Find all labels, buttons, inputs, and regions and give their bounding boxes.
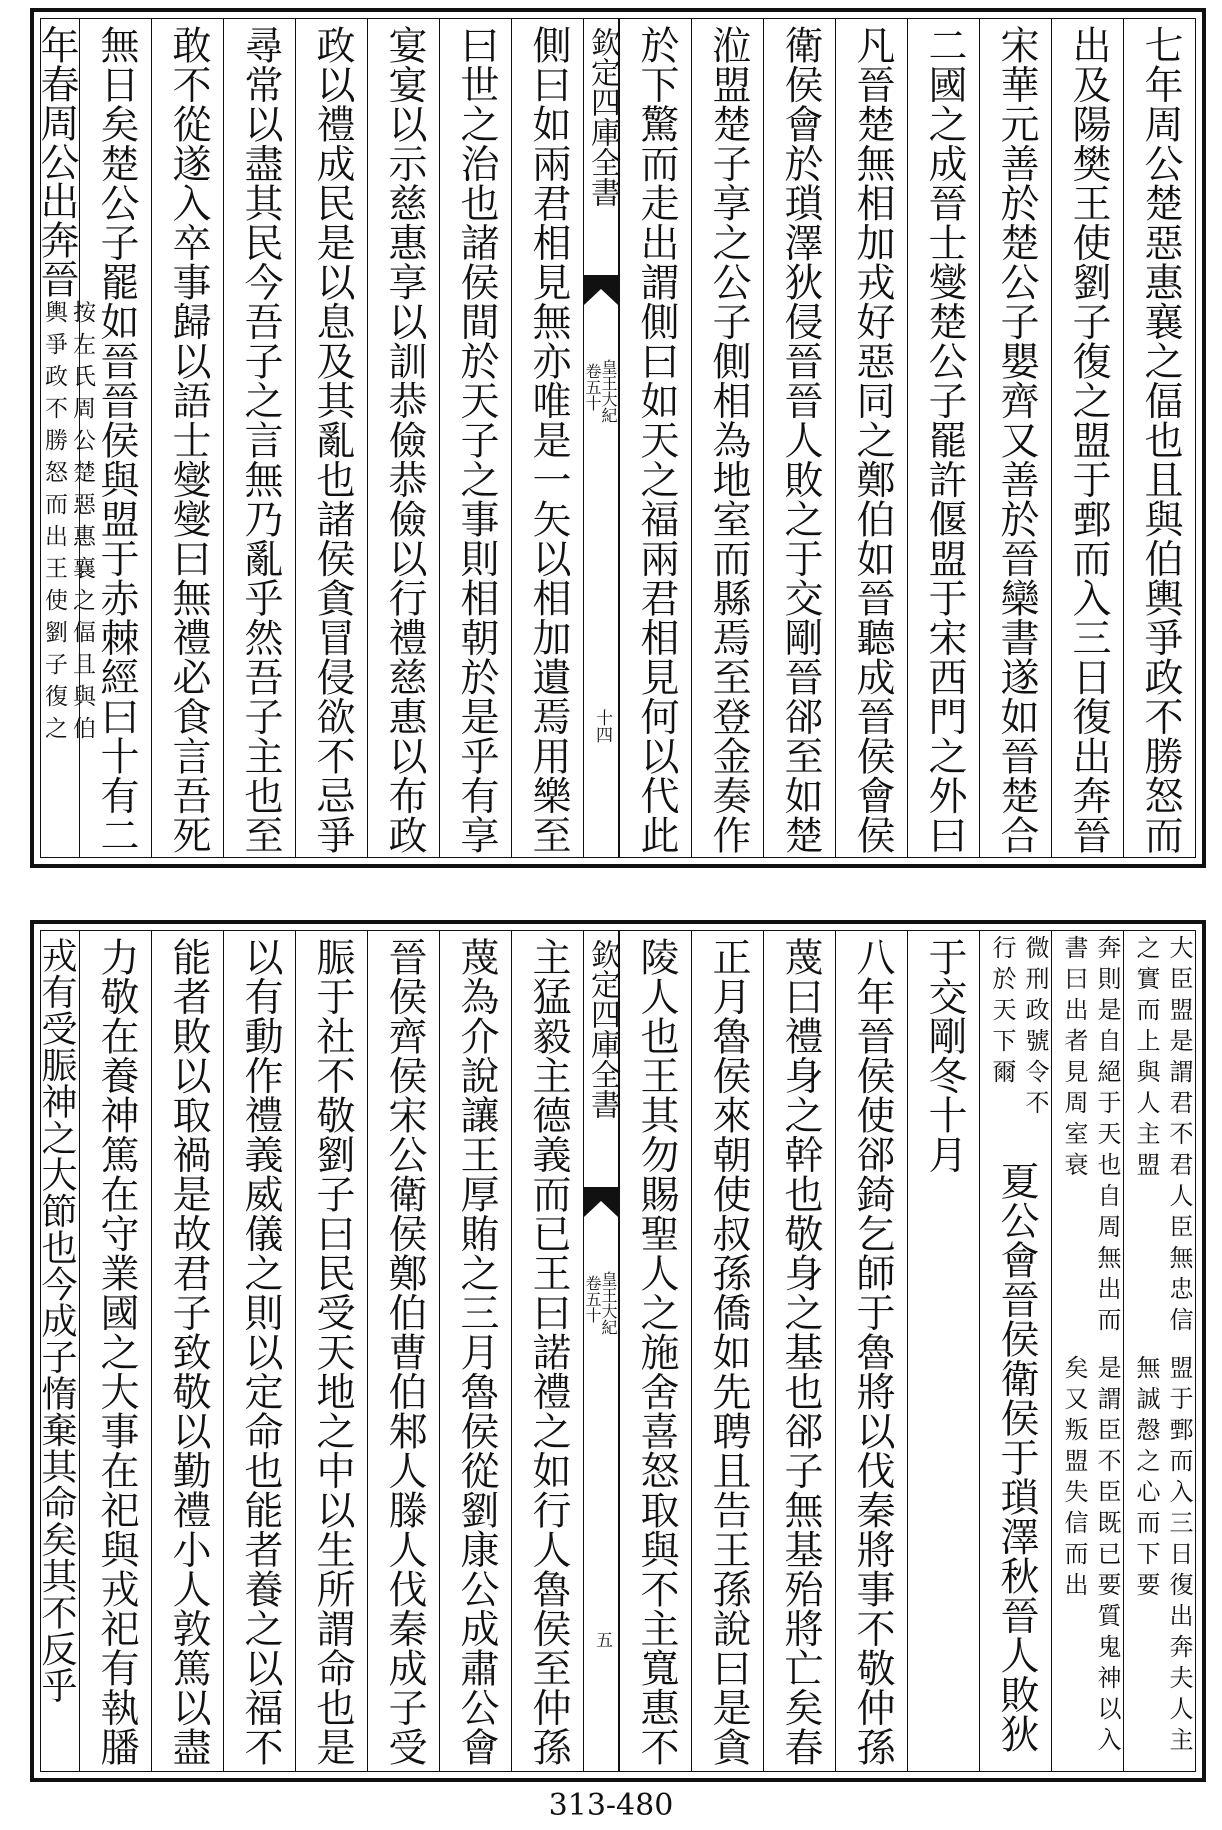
column-text: 涖盟楚子享之公子側相為地室而縣焉至登金奏作 xyxy=(706,25,751,855)
text-column xyxy=(151,19,223,857)
text-column xyxy=(691,931,763,1771)
column-text: 八年晉侯使郤錡乞師于魯將以伐秦將事不敬仲孫 xyxy=(850,937,895,1767)
page-number: 五 xyxy=(592,1631,612,1648)
column-text: 七年周公楚惡惠襄之偪也且與伯輿爭政不勝怒而 xyxy=(1138,25,1183,855)
page-number: 十四 xyxy=(592,709,612,743)
column-text: 年春周公出奔晉 xyxy=(34,25,79,298)
text-column xyxy=(763,931,835,1771)
note-text: 盟于鄄而入三日復出奔夫人主無誠慤之心而下要 xyxy=(1132,1355,1193,1758)
volume-number: 卷五十 xyxy=(583,363,602,411)
text-column xyxy=(835,19,907,857)
fish-tail-mark-icon xyxy=(584,275,618,311)
column-text: 出及陽樊王使劉子復之盟于鄄而入三日復出奔晉 xyxy=(1066,25,1111,855)
volume-number: 卷五十 xyxy=(583,1275,602,1323)
column-text: 宴宴以示慈惠享以訓恭儉恭儉以行禮慈惠以布政 xyxy=(382,25,427,855)
book-title: 欽定四庫全書 xyxy=(585,939,620,1119)
column-text: 戎有受脤神之大節也今成子惰棄其命矣其不反乎 xyxy=(36,937,77,1704)
column-text: 以有動作禮義威儀之則以定命也能者養之以福不 xyxy=(238,937,283,1767)
fish-tail-mark-icon xyxy=(584,1187,618,1223)
text-column xyxy=(295,19,367,857)
note-text: 大臣盟是謂君不君人臣無忠信之實而上與人主盟 xyxy=(1132,935,1193,1338)
text-column xyxy=(511,19,583,857)
text-column xyxy=(1051,19,1123,857)
text-column xyxy=(439,931,511,1771)
book-title: 欽定四庫全書 xyxy=(585,27,620,207)
mixed-column xyxy=(979,931,1051,1771)
text-column xyxy=(79,931,151,1771)
chapter-title: 皇王大紀 xyxy=(599,1271,618,1335)
double-note xyxy=(1132,931,1195,1771)
column-text: 脤于社不敬劉子曰民受天地之中以生所謂命也是 xyxy=(310,937,355,1767)
text-column xyxy=(223,931,295,1771)
text-column xyxy=(619,931,691,1771)
text-column xyxy=(763,19,835,857)
text-column xyxy=(907,931,979,1771)
column-text: 側曰如兩君相見無亦唯是一矢以相加遺焉用樂至 xyxy=(526,25,571,855)
text-column xyxy=(223,19,295,857)
text-column xyxy=(439,19,511,857)
text-column xyxy=(36,931,79,1771)
text-column xyxy=(835,931,907,1771)
text-column xyxy=(151,931,223,1771)
bottom-page-frame xyxy=(36,930,1196,1772)
top-page-frame xyxy=(34,18,1196,858)
text-column xyxy=(979,19,1051,857)
column-text: 政以禮成民是以息及其亂也諸侯貪冒侵欲不忌爭 xyxy=(310,25,355,855)
note-text: 是謂臣不臣既已要質鬼神以入矣又叛盟失信而出 xyxy=(1060,1355,1121,1758)
column-text: 夏公會晉侯衛侯于瑣澤秋晉人敗狄 xyxy=(994,1161,1039,1754)
note-column xyxy=(1051,931,1123,1771)
page-footer-number: 313-480 xyxy=(548,1788,674,1823)
text-column xyxy=(511,931,583,1771)
text-column xyxy=(295,931,367,1771)
annotation-note xyxy=(36,300,96,860)
note-text: 微刑政號令不 xyxy=(1021,935,1049,1121)
column-text: 蔑曰禮身之幹也敬身之基也郤子無基殆將亡矣春 xyxy=(778,937,823,1767)
text-column xyxy=(367,19,439,857)
column-text: 曰世之治也諸侯間於天子之事則相朝於是乎有享 xyxy=(454,25,499,855)
column-text: 敢不從遂入卒事歸以語士燮燮曰無禮必食言吾死 xyxy=(166,25,211,855)
column-text: 凡晉楚無相加戎好惡同之鄭伯如晉聽成晉侯會侯 xyxy=(850,25,895,855)
bottom-page-panel xyxy=(30,920,1206,1782)
note-text: 按左氏周公楚惡惠襄之偪且與伯 xyxy=(69,300,95,748)
text-column xyxy=(1123,19,1195,857)
note-text: 奔則是自絕于天也自周無出而書曰出者見周室衰 xyxy=(1060,935,1121,1338)
text-column xyxy=(691,19,763,857)
double-note xyxy=(981,931,1051,1161)
column-text: 能者敗以取禍是故君子致敬以勤禮小人敦篤以盡 xyxy=(166,937,211,1767)
note-column xyxy=(1123,931,1195,1771)
text-column xyxy=(619,19,691,857)
column-text: 力敬在養神篤在守業國之大事在祀與戎祀有執膰 xyxy=(94,937,139,1767)
note-text: 輿爭政不勝怒而出王使劉子復之 xyxy=(41,300,67,748)
center-gutter xyxy=(583,19,619,857)
text-column xyxy=(367,931,439,1771)
column-text: 蔑為介說讓王厚賄之三月魯侯從劉康公成肅公會 xyxy=(454,937,499,1767)
chapter-label xyxy=(583,359,618,423)
column-text: 正月魯侯來朝使叔孫僑如先聘且告王孫說曰是貪 xyxy=(706,937,751,1767)
column-text: 陵人也王其勿賜聖人之施舍喜怒取與不主寬惠不 xyxy=(634,937,679,1767)
column-text: 主猛毅主德義而已王曰諾禮之如行人魯侯至仲孫 xyxy=(526,937,571,1767)
top-page-panel xyxy=(30,8,1206,868)
chapter-label xyxy=(583,1271,618,1335)
center-gutter xyxy=(583,931,619,1771)
column-text: 衛侯會於瑣澤狄侵晉晉人敗之于交剛晉郤至如楚 xyxy=(778,25,823,855)
column-text: 無日矣楚公子罷如晉晉侯與盟于赤棘經曰十有二 xyxy=(94,25,139,855)
column-text: 二國之成晉士燮楚公子罷許偃盟于宋西門之外曰 xyxy=(922,25,967,855)
column-text: 宋華元善於楚公子嬰齊又善於晉欒書遂如晉楚合 xyxy=(994,25,1039,855)
double-note xyxy=(1060,931,1123,1771)
note-text: 行於天下爾 xyxy=(988,935,1016,1090)
column-text: 尋常以盡其民今吾子之言無乃亂乎然吾子主也至 xyxy=(238,25,283,855)
column-text: 晉侯齊侯宋公衛侯鄭伯曹伯邾人滕人伐秦成子受 xyxy=(382,937,427,1767)
text-column xyxy=(907,19,979,857)
column-text: 於下驚而走出謂側曰如天之福兩君相見何以代此 xyxy=(634,25,679,855)
chapter-title: 皇王大紀 xyxy=(599,359,618,423)
column-text: 于交剛冬十月 xyxy=(922,937,967,1174)
